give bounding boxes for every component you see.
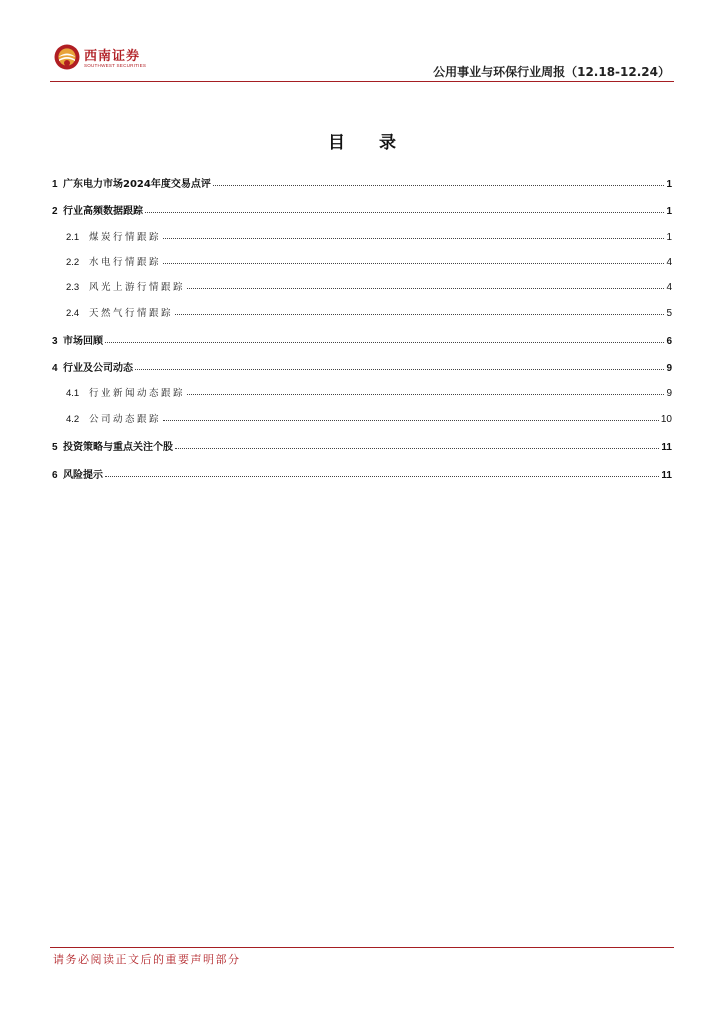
toc-entry-number: 2.3 <box>66 282 80 293</box>
toc-entry-page: 11 <box>661 442 672 453</box>
toc-dot-leader <box>105 476 659 477</box>
toc-entry-title: 水电行情跟踪 <box>89 257 162 268</box>
toc-entry-number: 6 <box>52 470 58 481</box>
toc-entry[interactable] <box>52 381 672 399</box>
toc-entry-title: 行业及公司动态 <box>63 363 133 374</box>
toc-entry-page: 5 <box>666 308 672 319</box>
toc-entry-title: 行业新闻动态跟踪 <box>89 388 186 399</box>
toc-dot-leader <box>187 288 664 289</box>
toc-entry-number: 2.1 <box>66 232 80 243</box>
toc-entry-page: 9 <box>666 388 672 399</box>
toc-entry-number: 4 <box>52 363 58 374</box>
toc-entry[interactable] <box>52 463 672 481</box>
toc-dot-leader <box>105 342 664 343</box>
toc-entry-title: 广东电力市场2024年度交易点评 <box>63 179 211 190</box>
toc-entry-number: 2 <box>52 206 58 217</box>
toc-entry-number: 1 <box>52 179 58 190</box>
toc-entry-number: 3 <box>52 336 58 347</box>
brand-logo <box>54 44 154 74</box>
toc-dot-leader <box>163 420 659 421</box>
toc-entry[interactable] <box>52 329 672 347</box>
toc-entry[interactable] <box>52 407 672 425</box>
toc-entry-title: 投资策略与重点关注个股 <box>63 442 173 453</box>
toc-dot-leader <box>163 263 664 264</box>
toc-entry-page: 11 <box>661 470 672 481</box>
toc-entry[interactable] <box>52 275 672 293</box>
toc-dot-leader <box>163 238 664 239</box>
toc-entry[interactable] <box>52 356 672 374</box>
toc-entry[interactable] <box>52 301 672 319</box>
toc-entry-page: 1 <box>666 232 672 243</box>
toc-entry-number: 4.2 <box>66 414 80 425</box>
toc-entry-page: 4 <box>666 257 672 268</box>
toc-entry-title: 公司动态跟踪 <box>89 414 162 425</box>
toc-entry-page: 4 <box>666 282 672 293</box>
brand-name-cn: 西南证券 <box>84 49 141 64</box>
toc-dot-leader <box>135 369 664 370</box>
page-header <box>0 0 724 84</box>
toc-entry-page: 1 <box>666 206 672 217</box>
toc-entry-title: 风光上游行情跟踪 <box>89 282 186 293</box>
toc-entry-page: 1 <box>666 179 672 190</box>
toc-entry-number: 2.4 <box>66 308 80 319</box>
southwest-securities-logo-icon <box>54 44 80 70</box>
toc-heading: 目 录 <box>328 133 410 153</box>
toc-entry-title: 风险提示 <box>63 470 103 481</box>
toc-dot-leader <box>187 394 664 395</box>
toc-dot-leader <box>175 314 664 315</box>
toc-dot-leader <box>175 448 659 449</box>
footer-divider <box>50 947 674 948</box>
toc-entry-title: 市场回顾 <box>63 336 103 347</box>
toc-entry-title: 煤炭行情跟踪 <box>89 232 162 243</box>
toc-entry-page: 9 <box>666 363 672 374</box>
toc-entry[interactable] <box>52 250 672 268</box>
toc-entry-title: 行业高频数据跟踪 <box>63 206 143 217</box>
toc-entry[interactable] <box>52 225 672 243</box>
toc-dot-leader <box>145 212 664 213</box>
toc-entry[interactable] <box>52 435 672 453</box>
toc-dot-leader <box>213 185 665 186</box>
toc-entry-number: 2.2 <box>66 257 80 268</box>
toc-entry-page: 10 <box>660 414 672 425</box>
toc-entry-number: 4.1 <box>66 388 80 399</box>
report-title: 公用事业与环保行业周报（12.18-12.24） <box>433 65 670 79</box>
toc-entry[interactable] <box>52 172 672 190</box>
toc-entry-page: 6 <box>666 336 672 347</box>
footer-disclaimer: 请务必阅读正文后的重要声明部分 <box>53 953 241 966</box>
header-divider <box>50 81 674 82</box>
toc-entry-number: 5 <box>52 442 58 453</box>
toc-entry-title: 天然气行情跟踪 <box>89 308 174 319</box>
toc-entry[interactable] <box>52 199 672 217</box>
brand-name-en: SOUTHWEST SECURITIES <box>84 63 147 68</box>
